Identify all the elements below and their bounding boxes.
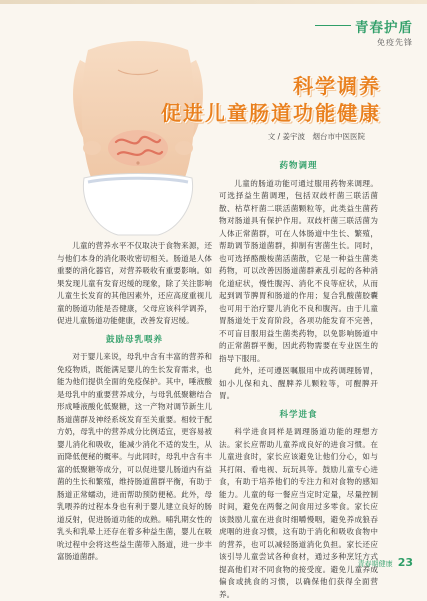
subsection-title: 免疫先锋 xyxy=(377,38,413,47)
article-byline: 文 / 姜宇波 烟台市中医医院 xyxy=(267,132,365,141)
left-column xyxy=(57,240,212,564)
section-heading-breastfeeding: 鼓励母乳喂养 xyxy=(105,334,163,345)
article-title-line1: 科学调养 xyxy=(293,74,381,98)
header-rule xyxy=(315,25,351,26)
page-number: 23 xyxy=(397,556,413,569)
section-heading-medication: 药物调理 xyxy=(279,161,318,171)
top-band xyxy=(0,0,427,4)
magazine-name: 青春期健康 xyxy=(357,560,393,568)
child-illustration xyxy=(58,30,218,240)
intro-paragraph: 儿童的营养水平不仅取决于食物来源，还与他们本身的消化吸收密切相关。肠道是人体重要的消化器官，对营养吸收有重要影响。如果发现儿童有发育迟缓的现象，除了关注影响儿童生长发育的其他因素外，还应高度重视儿童的肠道功能是否健康，父母应该科学调养，促进儿童肠道功能健康，改善发育迟缓。 xyxy=(57,241,212,325)
eating-paragraph: 科学进食同样是调理肠道功能的理想方法。家长应帮助儿童养成良好的进食习惯。在儿童进食时，家长应该避免让他们分心，如与其打闹、看电视、玩玩具等。鼓励儿童专心进食，有助于培养他们的专注力和对食物的感知能力。儿童的每一餐应当定时定量，尽量控制时间，避免在两餐之间食用过多零食。家长应该鼓励儿童在进食时细嚼慢咽，避免养成狼吞虎咽的进食习惯，这有助于消化和吸收食物中的营养，也可以减轻肠道消化负担。家长还应该引导儿童尝试各种食材，通过多种烹饪方式提高他们对不同食物的接受度。避免儿童养成偏食或挑食的习惯，以确保他们获得全面营养。 xyxy=(219,427,378,599)
section-header xyxy=(355,16,413,48)
article-title-line2: 促进儿童肠道功能健康 xyxy=(161,101,381,125)
section-title: 青春护盾 xyxy=(355,20,413,36)
medication-paragraph: 儿童的肠道功能可通过服用药物来调理。可选择益生菌调理，包括双歧杆菌三联活菌散、枯草杆菌二联活菌颗粒等，此类益生菌药物对肠道具有保护作用。双歧杆菌三联活菌为人体正常菌群，可在人体肠道中生长、繁殖，帮助调节肠道菌群，抑制有害菌生长。同时，也可选择酪酸梭菌活菌散，它是一种益生菌类药物，可以改善因肠道菌群紊乱引起的各种消化道症状，慢性腹泻、消化不良等症状，从而起到调节脾胃和肠道的作用；复合乳酸菌胶囊也可用于治疗婴儿消化不良和腹泻。由于儿童胃肠道处于发育阶段，各项功能发育不完善，不可盲目服用益生菌类药物，以免影响肠道中的正常菌群平衡，因此药物需要在专业医生的指导下服用。 xyxy=(219,178,378,363)
section-heading-eating: 科学进食 xyxy=(279,409,318,420)
breastfeeding-paragraph: 对于婴儿来说，母乳中含有丰富的营养和免疫物质，既能满足婴儿的生长发育需求，也能为他们提供全面的免疫保护。其中，唾液酸是母乳中的重要营养成分，与母乳低聚糖结合形成唾液酸化低聚糖，这一产物对调节新生儿肠道菌群及神经系统发育至关重要。相较于配方奶，母乳中的营养成分比例适宜，更容易被婴儿消化和吸收，能减少消化不适的发生，从而降低便秘的概率。与此同时，母乳中含有丰富的低聚糖等成分，可以促进婴儿肠道内有益菌的生长和繁殖，维持肠道菌群平衡，有助于肠道正常蠕动，进而帮助预防便秘。此外，母乳喂养的过程本身也有利于婴儿建立良好的肠道反射，促进肠道功能的成熟。哺乳期女性的乳头和乳晕上还存在着多种益生菌，婴儿在吸吮过程中会将这些益生菌带入肠道，进一步丰富肠道菌群。 xyxy=(57,352,212,561)
page-footer xyxy=(358,556,413,569)
right-column xyxy=(219,160,378,601)
medication-paragraph-2: 此外，还可遵医嘱服用中成药调理肠胃，如小儿保和丸、醒脾养儿颗粒等，可醒脾开胃。 xyxy=(219,366,378,400)
